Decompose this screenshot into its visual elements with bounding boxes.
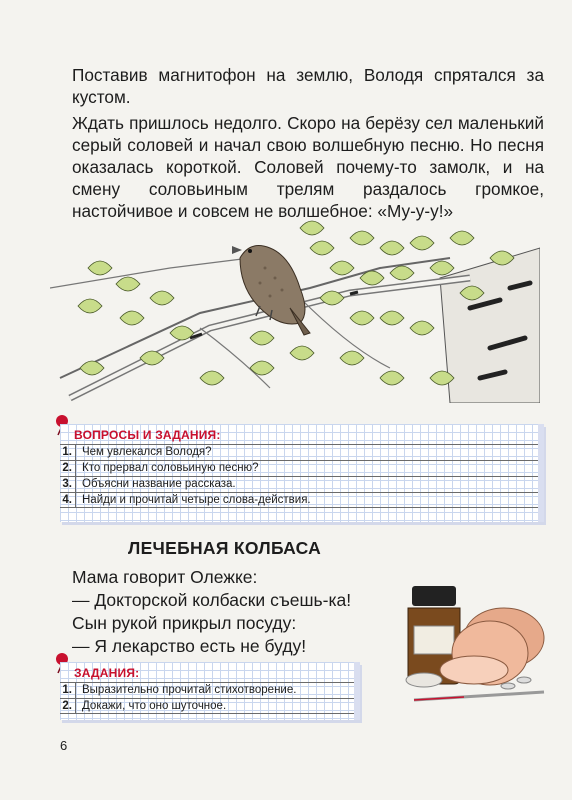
page-number: 6	[60, 738, 68, 753]
task-text: Выразительно прочитай стихотворение.	[82, 684, 297, 696]
question-item	[60, 444, 538, 460]
poem-line: — Докторской колбаски съешь-ка!	[72, 590, 352, 610]
poem-line: Мама говорит Олежке:	[72, 567, 258, 587]
tasks-box	[60, 662, 360, 720]
question-number: 2.	[60, 461, 76, 476]
question-item	[60, 476, 538, 492]
question-item	[60, 460, 538, 476]
question-number: 4.	[60, 493, 76, 507]
task-number: 2.	[60, 699, 76, 713]
questions-title: ВОПРОСЫ И ЗАДАНИЯ:	[74, 428, 221, 442]
story-paragraph-1: Поставив магнитофон на землю, Володя спрятался за кустом.	[72, 65, 544, 107]
question-number: 1.	[60, 445, 76, 460]
question-text: Кто прервал соловьиную песню?	[82, 462, 259, 474]
tasks-list	[60, 682, 354, 714]
question-text: Найди и прочитай четыре слова-действия.	[82, 493, 311, 506]
tasks-title: ЗАДАНИЯ:	[74, 666, 140, 680]
nightingale-on-birch-illustration	[50, 218, 540, 403]
medicine-and-sausage-illustration	[404, 568, 552, 708]
question-number: 3.	[60, 477, 76, 492]
poem-line: Сын рукой прикрыл посуду:	[72, 613, 297, 633]
poem-text	[72, 566, 351, 658]
question-text: Чем увлекался Володя?	[82, 446, 212, 458]
task-item	[60, 698, 354, 714]
task-number: 1.	[60, 683, 76, 698]
poem-title: ЛЕЧЕБНАЯ КОЛБАСА	[128, 538, 322, 558]
story-text	[72, 64, 544, 222]
story-paragraph-2: Ждать пришлось недолго. Скоро на берёзу сел маленький серый соловей и начал свою волшебную песню. Но песня оказалась короткой. Соловей почему-то замолк, и на смену соловьиным трелям раздалось громкое, настойчивое и совсем не волшебное: «Му-у-у!»	[72, 113, 544, 221]
task-item	[60, 682, 354, 698]
questions-box	[60, 424, 544, 522]
question-text: Объясни название рассказа.	[82, 478, 236, 490]
question-item	[60, 492, 538, 508]
questions-list	[60, 444, 538, 508]
poem-line: — Я лекарство есть не буду!	[72, 636, 307, 656]
task-text: Докажи, что оно шуточное.	[82, 699, 227, 712]
